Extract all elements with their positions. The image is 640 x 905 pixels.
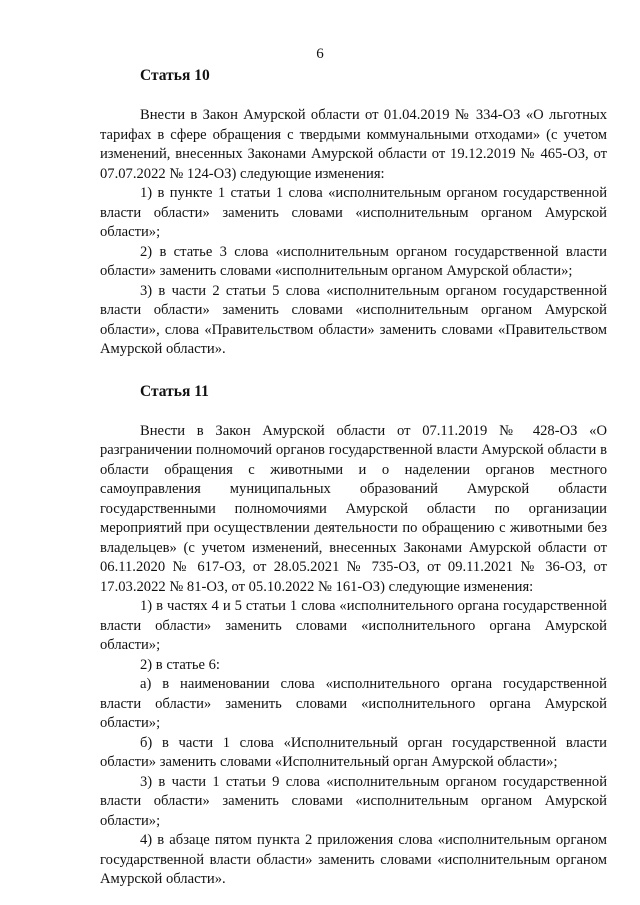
document-body [100,66,607,890]
article-10-intro: Внести в Закон Амурской области от 01.04.2019 № 334-ОЗ «О льготных тарифах в сфере обращения с твердыми коммунальными отходами» (с учетом изменений, внесенных Законами Амурской области от 19.12.2019 № 465-ОЗ, от 07.07.2022 № 124-ОЗ) следующие изменения: [100,107,607,182]
article-10-item-1: 1) в пункте 1 статьи 1 слова «исполнительным органом государственной власти области» заменить словами «исполнительным органом Амурской области»; [100,185,607,240]
article-11-heading: Статья 11 [140,382,209,400]
article-10-heading: Статья 10 [140,67,210,84]
article-11-item-2b: б) в части 1 слова «Исполнительный орган государственной власти области» заменить словами «Исполнительный орган Амурской области»; [100,734,607,770]
article-10-item-3: 3) в части 2 статьи 5 слова «исполнительным органом государственной власти области» заменить словами «исполнительным органом Амурской области», слова «Правительством области» заменить словами «Правительством Амурской области». [100,282,607,357]
article-11-item-2a: а) в наименовании слова «исполнительного органа государственной власти области» заменить словами «исполнительного органа Амурской области»; [100,676,607,731]
article-11-item-4: 4) в абзаце пятом пункта 2 приложения слова «исполнительным органом государственной власти области» заменить словами «исполнительным органом Амурской области». [100,832,607,887]
article-10-item-2: 2) в статье 3 слова «исполнительным органом государственной власти области» заменить словами «исполнительным органом Амурской области»; [100,243,607,279]
page-number: 6 [316,46,324,62]
article-11-item-2: 2) в статье 6: [140,656,220,673]
article-11-item-3: 3) в части 1 статьи 9 слова «исполнительным органом государственной власти области» заменить словами «исполнительным органом Амурской области»; [100,773,607,829]
article-11-item-1: 1) в частях 4 и 5 статьи 1 слова «исполнительного органа государственной власти области» заменить словами «исполнительного органа Амурской области»; [100,598,607,653]
article-11-intro: Внести в Закон Амурской области от 07.11.2019 № 428-ОЗ «О разграничении полномочий органов государственной власти Амурской области в области обращения с животными и о наделении органов местного самоуправления муниципальных образований Амурской области государственными полномочиями Амурской области по организации мероприятий при осуществлении деятельности по обращению с животными без владельцев» (с учетом изменений, внесенных Законами Амурской области от 06.11.2020 № 617-ОЗ, от 28.05.2021 № 735-ОЗ, от 09.11.2021 № 36-ОЗ, от 17.03.2022 № 81-ОЗ, от 05.10.2022 № 161-ОЗ) следующие изменения: [100,422,607,595]
